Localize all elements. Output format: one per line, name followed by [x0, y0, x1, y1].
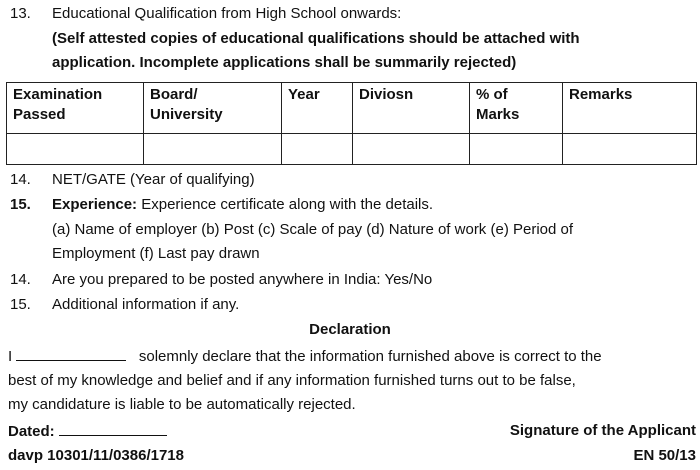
experience-details-2: Employment (f) Last pay drawn [52, 245, 260, 262]
cell-marks[interactable] [470, 134, 563, 165]
table-header-row [7, 83, 697, 134]
cell-year[interactable] [282, 134, 353, 165]
item-13-note-1: (Self attested copies of educational qualifications should be attached with [52, 30, 580, 47]
cell-board[interactable] [144, 134, 282, 165]
date-blank[interactable] [59, 421, 167, 436]
item-15-number: 15. [10, 196, 31, 213]
item-14-number: 14. [10, 171, 31, 188]
cell-examination[interactable] [7, 134, 144, 165]
item-13-note-2: application. Incomplete applications shall be summarily rejected) [52, 54, 517, 71]
cell-remarks[interactable] [563, 134, 697, 165]
item-15b-text: Additional information if any. [52, 296, 240, 313]
declaration-line3: my candidature is liable to be automatically rejected. [8, 396, 356, 413]
experience-label: Experience: [52, 196, 138, 213]
declaration-line1 [8, 346, 602, 367]
name-blank[interactable] [16, 346, 126, 361]
item-14b-text: Are you prepared to be posted anywhere in India: Yes/No [52, 271, 433, 288]
header-examination-passed: Examination Passed [7, 83, 144, 134]
davp-code: davp 10301/11/0386/1718 [8, 447, 184, 464]
item-15b-number: 15. [10, 296, 31, 313]
cell-division[interactable] [353, 134, 470, 165]
dated-row [8, 421, 167, 442]
signature-label: Signature of the Applicant [509, 422, 696, 439]
header-year: Year [282, 83, 353, 134]
experience-details-1: (a) Name of employer (b) Post (c) Scale of pay (d) Nature of work (e) Period of [52, 221, 574, 238]
header-percent-marks: % of Marks [470, 83, 563, 134]
item-14b-number: 14. [10, 271, 31, 288]
item-13-number: 13. [10, 5, 31, 22]
declaration-heading: Declaration [309, 321, 391, 338]
table-row [7, 134, 697, 165]
declaration-prefix: I [8, 348, 13, 365]
header-board-university: Board/ University [144, 83, 282, 134]
item-13-text: Educational Qualification from High School onwards: [52, 5, 402, 22]
header-remarks: Remarks [563, 83, 697, 134]
header-division: Diviosn [353, 83, 470, 134]
dated-label: Dated: [8, 423, 55, 440]
qualification-table [6, 82, 697, 165]
en-code: EN 50/13 [633, 447, 696, 464]
declaration-text-1: solemnly declare that the information furnished above is correct to the [138, 348, 602, 365]
experience-text: Experience certificate along with the details. [141, 196, 434, 213]
item-14-text: NET/GATE (Year of qualifying) [52, 171, 255, 188]
declaration-line2: best of my knowledge and belief and if any information furnished turns out to be false, [8, 372, 576, 389]
